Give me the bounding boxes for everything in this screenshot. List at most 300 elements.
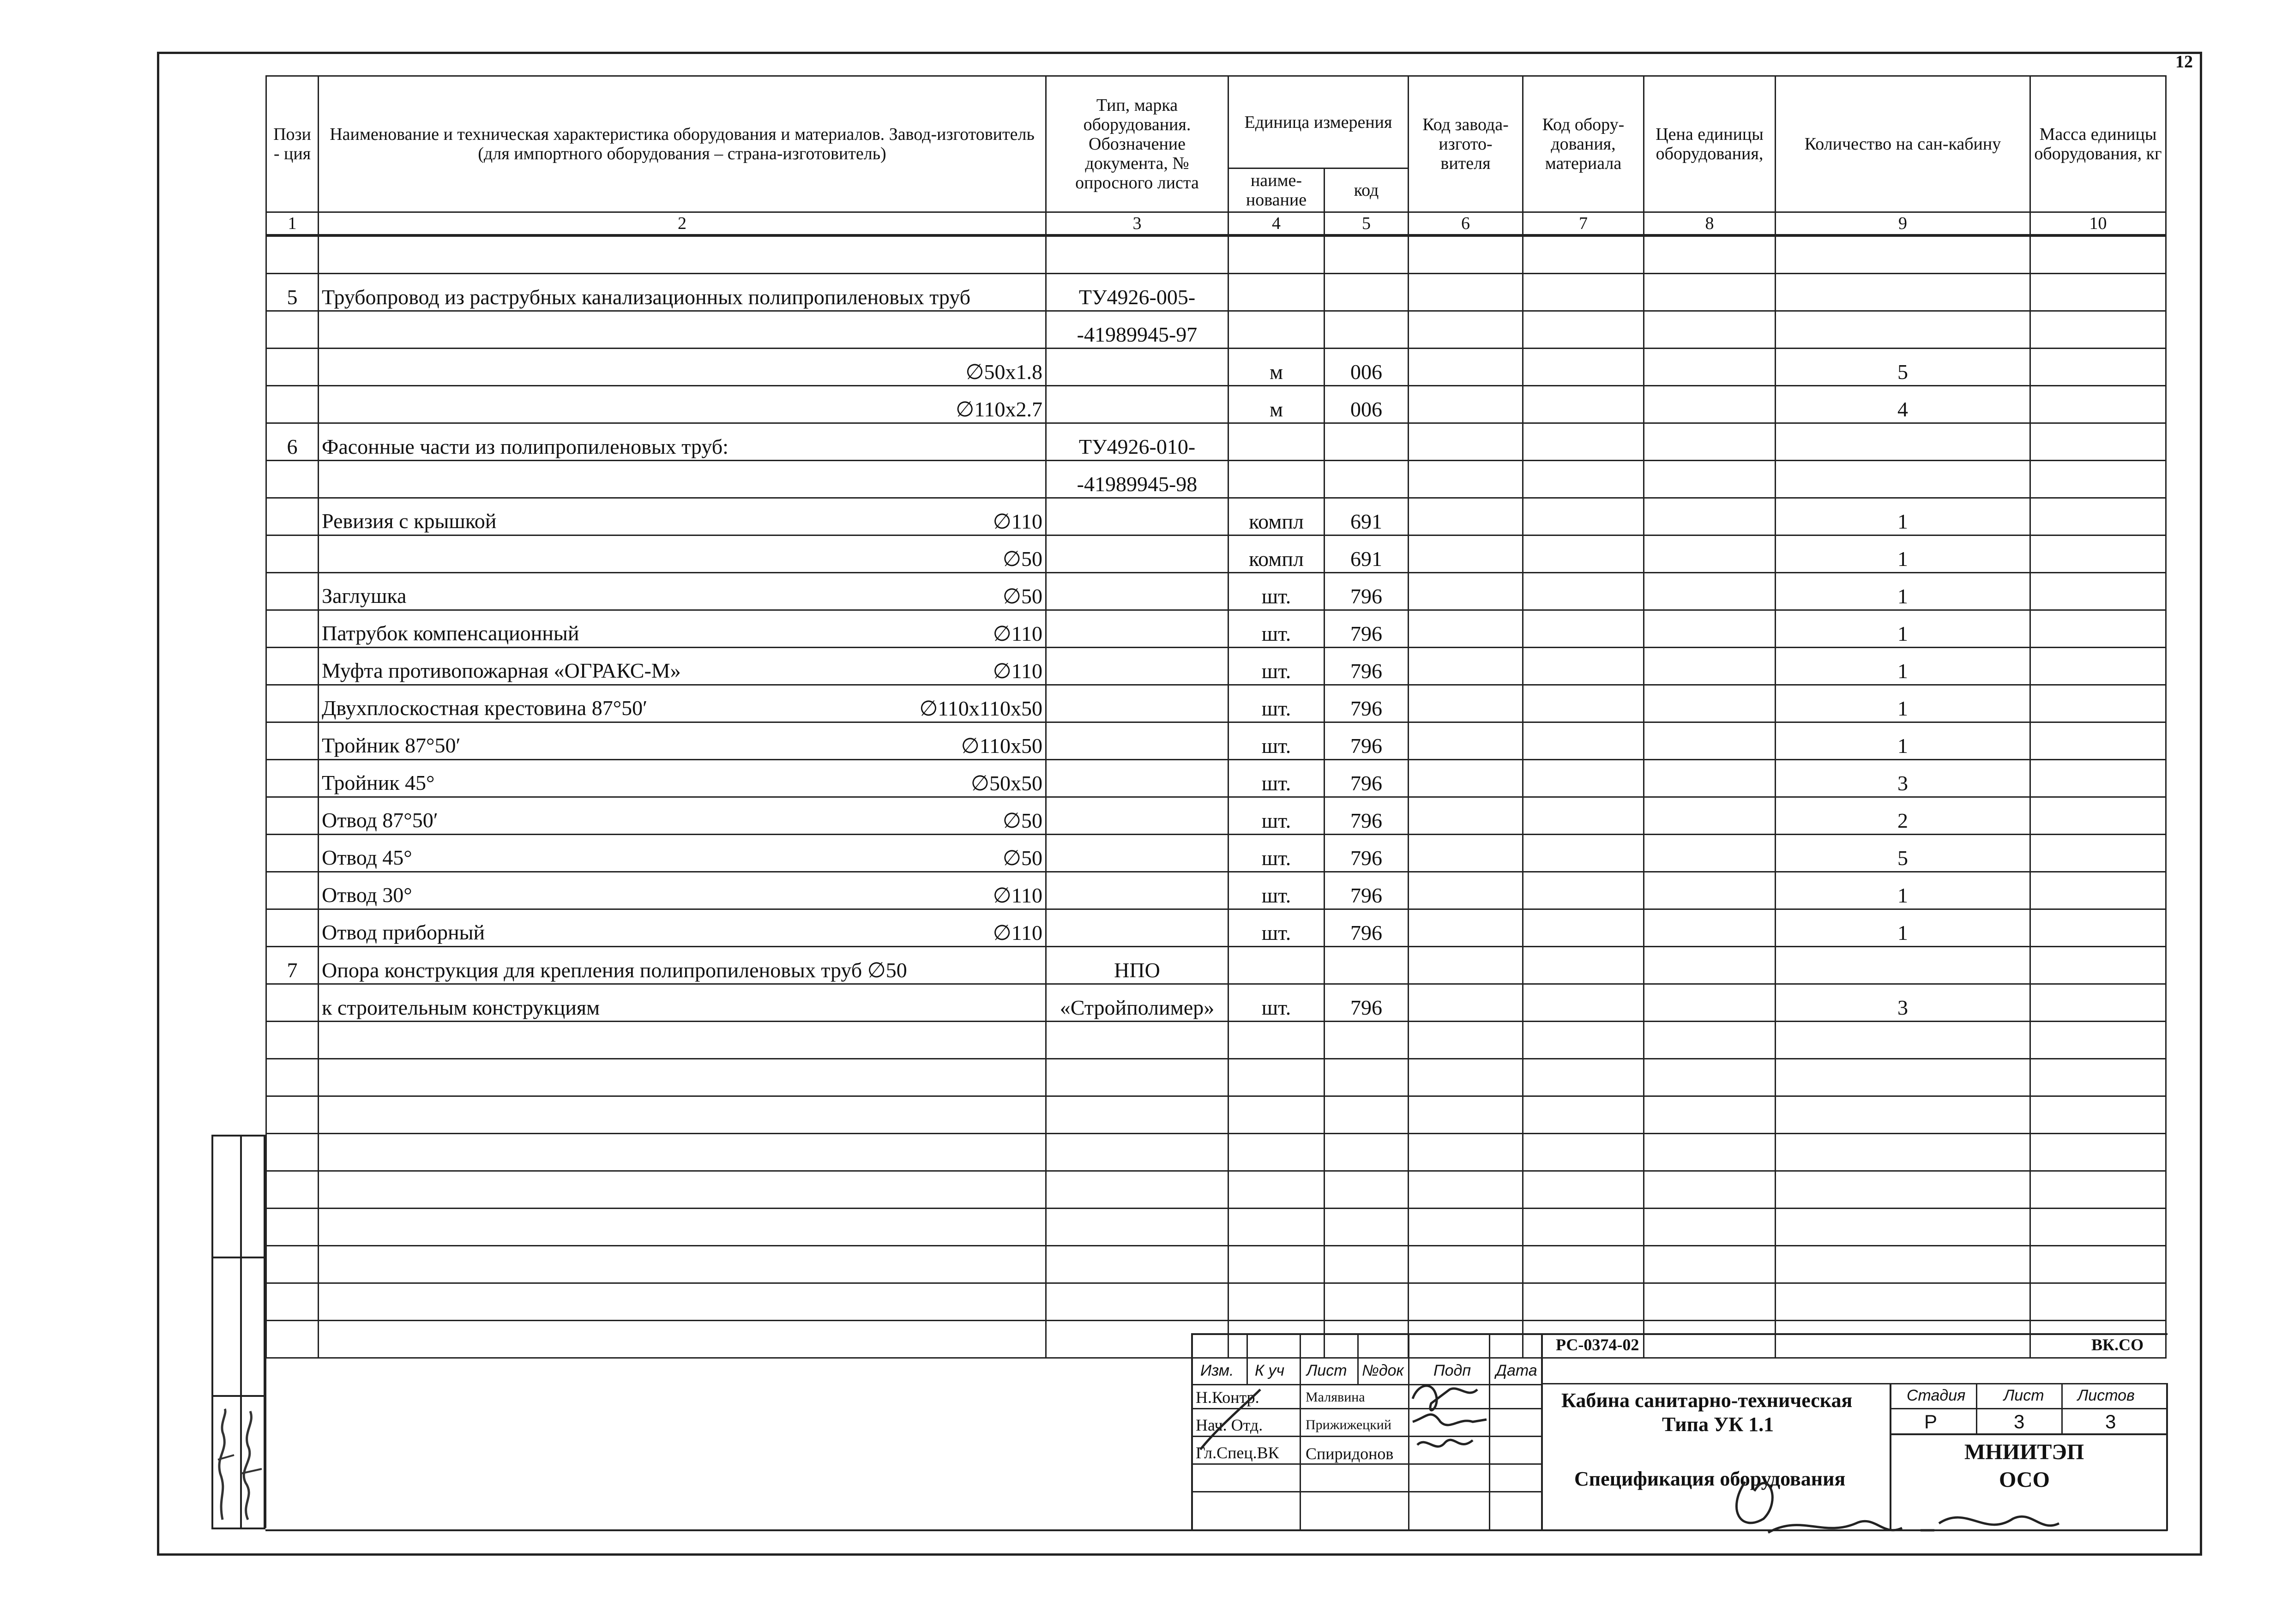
- position-cell: [266, 909, 319, 947]
- price-cell: [1644, 1283, 1776, 1321]
- type-cell: [1046, 1283, 1228, 1321]
- mass-cell: [2030, 722, 2166, 760]
- title-line-3: Спецификация оборудования: [1574, 1468, 1846, 1490]
- factory-code-cell: [1409, 1022, 1523, 1059]
- item-dimension: ∅110: [993, 884, 1042, 907]
- type-cell: [1046, 1096, 1228, 1134]
- unit-code-cell: [1325, 947, 1409, 984]
- table-row: [266, 909, 2166, 947]
- price-cell: [1644, 760, 1776, 797]
- name-cell: [319, 835, 1046, 872]
- factory-code-cell: [1409, 835, 1523, 872]
- column-number: 10: [2030, 212, 2166, 236]
- quantity-cell: [1776, 311, 2030, 349]
- signer-role: Н.Контр.: [1196, 1388, 1259, 1407]
- position-cell: [266, 349, 319, 386]
- header-quantity: Количество на сан-кабину: [1776, 76, 2030, 212]
- equipment-code-cell: [1523, 797, 1644, 835]
- type-cell: [1046, 722, 1228, 760]
- quantity-cell: 1: [1776, 610, 2030, 648]
- table-row: [266, 1171, 2166, 1209]
- organization-name: МНИИТЭП: [1964, 1440, 2084, 1464]
- signatures-handwriting: [1154, 1353, 2170, 1593]
- item-dimension: ∅110: [993, 659, 1042, 683]
- column-number: 5: [1325, 212, 1409, 236]
- header-factory-code: Код завода- изгото- вителя: [1409, 76, 1523, 212]
- name-cell: [319, 1096, 1046, 1134]
- factory-code-cell: [1409, 797, 1523, 835]
- position-cell: 6: [266, 423, 319, 461]
- position-cell: [266, 311, 319, 349]
- position-cell: [266, 1022, 319, 1059]
- quantity-cell: 3: [1776, 984, 2030, 1022]
- sheet-number: 12: [2175, 52, 2193, 72]
- signer-role: Нач. Отд.: [1196, 1416, 1263, 1434]
- unit-code-cell: 796: [1325, 722, 1409, 760]
- equipment-code-cell: [1523, 535, 1644, 573]
- signer-name: Спиридонов: [1306, 1444, 1394, 1463]
- mass-cell: [2030, 610, 2166, 648]
- unit-name-cell: шт.: [1228, 909, 1325, 947]
- unit-name-cell: шт.: [1228, 648, 1325, 685]
- quantity-cell: 1: [1776, 872, 2030, 909]
- position-cell: [266, 610, 319, 648]
- position-cell: [266, 685, 319, 722]
- mass-cell: [2030, 760, 2166, 797]
- factory-code-cell: [1409, 349, 1523, 386]
- quantity-cell: [1776, 1096, 2030, 1134]
- unit-code-cell: 796: [1325, 872, 1409, 909]
- table-row: [266, 1059, 2166, 1096]
- price-cell: [1644, 1209, 1776, 1246]
- mass-cell: [2030, 573, 2166, 610]
- type-cell: [1046, 610, 1228, 648]
- table-row: [266, 835, 2166, 872]
- factory-code-cell: [1409, 648, 1523, 685]
- price-cell: [1644, 797, 1776, 835]
- name-cell: [319, 573, 1046, 610]
- column-numbers-row: [266, 212, 2166, 236]
- mass-cell: [2030, 274, 2166, 311]
- mass-cell: [2030, 349, 2166, 386]
- position-cell: [266, 1059, 319, 1096]
- price-cell: [1644, 1134, 1776, 1171]
- price-cell: [1644, 386, 1776, 423]
- name-cell: [319, 311, 1046, 349]
- quantity-cell: 4: [1776, 386, 2030, 423]
- equipment-code-cell: [1523, 1283, 1644, 1321]
- item-name: Фасонные части из полипропиленовых труб:: [322, 435, 729, 458]
- position-cell: [266, 573, 319, 610]
- mass-cell: [2030, 984, 2166, 1022]
- position-cell: [266, 1209, 319, 1246]
- factory-code-cell: [1409, 461, 1523, 498]
- name-cell: [319, 461, 1046, 498]
- header-price: Цена единицы оборудования,: [1644, 76, 1776, 212]
- unit-code-cell: 006: [1325, 386, 1409, 423]
- item-name: Отвод 30°: [322, 883, 412, 907]
- unit-code-cell: 796: [1325, 648, 1409, 685]
- name-cell: [319, 984, 1046, 1022]
- equipment-code-cell: [1523, 1246, 1644, 1283]
- equipment-code-cell: [1523, 423, 1644, 461]
- unit-code-cell: 796: [1325, 760, 1409, 797]
- unit-name-cell: [1228, 311, 1325, 349]
- label-izm: Изм.: [1200, 1362, 1234, 1379]
- quantity-cell: [1776, 274, 2030, 311]
- mass-cell: [2030, 235, 2166, 274]
- unit-code-cell: [1325, 274, 1409, 311]
- type-cell: [1046, 872, 1228, 909]
- factory-code-cell: [1409, 235, 1523, 274]
- mass-cell: [2030, 909, 2166, 947]
- item-dimension: ∅50: [1002, 547, 1042, 571]
- unit-code-cell: 796: [1325, 835, 1409, 872]
- table-row: [266, 386, 2166, 423]
- unit-name-cell: [1228, 1246, 1325, 1283]
- mass-cell: [2030, 1209, 2166, 1246]
- name-cell: [319, 1059, 1046, 1096]
- mass-cell: [2030, 1059, 2166, 1096]
- price-cell: [1644, 535, 1776, 573]
- factory-code-cell: [1409, 311, 1523, 349]
- factory-code-cell: [1409, 423, 1523, 461]
- column-number: 8: [1644, 212, 1776, 236]
- type-cell: [1046, 760, 1228, 797]
- item-dimension: ∅110: [993, 622, 1042, 645]
- table-row: [266, 573, 2166, 610]
- position-cell: [266, 1321, 319, 1358]
- item-name: Тройник 87°50′: [322, 734, 461, 757]
- equipment-code-cell: [1523, 909, 1644, 947]
- type-cell: [1046, 1059, 1228, 1096]
- factory-code-cell: [1409, 984, 1523, 1022]
- table-row: [266, 1283, 2166, 1321]
- unit-name-cell: [1228, 1022, 1325, 1059]
- name-cell: [319, 386, 1046, 423]
- document-section: ВК.СО: [2091, 1335, 2144, 1354]
- factory-code-cell: [1409, 1209, 1523, 1246]
- factory-code-cell: [1409, 498, 1523, 535]
- mass-cell: [2030, 311, 2166, 349]
- quantity-cell: 5: [1776, 835, 2030, 872]
- item-name: Муфта противопожарная «ОГРАКС-М»: [322, 659, 681, 682]
- mass-cell: [2030, 947, 2166, 984]
- item-dimension: ∅50х50: [970, 771, 1042, 795]
- equipment-code-cell: [1523, 872, 1644, 909]
- unit-code-cell: [1325, 423, 1409, 461]
- column-number: 1: [266, 212, 319, 236]
- type-cell: [1046, 1246, 1228, 1283]
- position-cell: [266, 984, 319, 1022]
- column-number: 3: [1046, 212, 1228, 236]
- equipment-code-cell: [1523, 984, 1644, 1022]
- position-cell: [266, 1096, 319, 1134]
- item-dimension: ∅110х50: [961, 734, 1042, 758]
- position-cell: [266, 797, 319, 835]
- signer-name: Малявина: [1306, 1389, 1365, 1405]
- table-row: [266, 1246, 2166, 1283]
- sheet-value: 3: [2014, 1411, 2025, 1432]
- unit-name-cell: [1228, 423, 1325, 461]
- price-cell: [1644, 498, 1776, 535]
- unit-name-cell: шт.: [1228, 984, 1325, 1022]
- mass-cell: [2030, 835, 2166, 872]
- unit-code-cell: 006: [1325, 349, 1409, 386]
- mass-cell: [2030, 1171, 2166, 1209]
- position-cell: [266, 498, 319, 535]
- type-cell: [1046, 1022, 1228, 1059]
- table-row: [266, 235, 2166, 274]
- equipment-code-cell: [1523, 386, 1644, 423]
- table-row: [266, 274, 2166, 311]
- type-cell: [1046, 1134, 1228, 1171]
- unit-name-cell: [1228, 1171, 1325, 1209]
- type-cell: [1046, 835, 1228, 872]
- signer-role: Гл.Спец.ВК: [1196, 1444, 1279, 1462]
- unit-code-cell: 796: [1325, 909, 1409, 947]
- unit-name-cell: шт.: [1228, 835, 1325, 872]
- quantity-cell: [1776, 1209, 2030, 1246]
- position-cell: [266, 760, 319, 797]
- table-row: [266, 1096, 2166, 1134]
- equipment-code-cell: [1523, 947, 1644, 984]
- mass-cell: [2030, 1246, 2166, 1283]
- item-dimension: ∅50х1.8: [965, 360, 1042, 384]
- unit-name-cell: шт.: [1228, 760, 1325, 797]
- unit-code-cell: [1325, 461, 1409, 498]
- equipment-code-cell: [1523, 461, 1644, 498]
- position-cell: [266, 1283, 319, 1321]
- unit-code-cell: 796: [1325, 685, 1409, 722]
- table-row: [266, 423, 2166, 461]
- sheets-value: 3: [2105, 1411, 2116, 1432]
- table-row: [266, 311, 2166, 349]
- quantity-cell: [1776, 1246, 2030, 1283]
- name-cell: [319, 274, 1046, 311]
- name-cell: [319, 909, 1046, 947]
- table-row: [266, 461, 2166, 498]
- table-row: [266, 648, 2166, 685]
- sheet-label: Лист: [2004, 1387, 2044, 1404]
- item-name: Отвод 45°: [322, 846, 412, 869]
- position-cell: [266, 835, 319, 872]
- table-row: [266, 535, 2166, 573]
- quantity-cell: 1: [1776, 685, 2030, 722]
- item-name: Трубопровод из раструбных канализационных полипропиленовых труб: [322, 285, 971, 309]
- quantity-cell: 1: [1776, 573, 2030, 610]
- factory-code-cell: [1409, 1134, 1523, 1171]
- type-cell: [1046, 498, 1228, 535]
- name-cell: [319, 947, 1046, 984]
- title-line-2: Типа УК 1.1: [1662, 1413, 1774, 1436]
- header-name: Наименование и техническая характеристика оборудования и материалов. Завод-изготовитель (для импортного оборудования – страна-изготовитель): [319, 76, 1046, 212]
- mass-cell: [2030, 535, 2166, 573]
- header-position: Пози - ция: [266, 76, 319, 212]
- unit-name-cell: шт.: [1228, 797, 1325, 835]
- factory-code-cell: [1409, 722, 1523, 760]
- name-cell: [319, 1246, 1046, 1283]
- price-cell: [1644, 461, 1776, 498]
- table-row: [266, 349, 2166, 386]
- price-cell: [1644, 274, 1776, 311]
- item-dimension: ∅110: [993, 921, 1042, 944]
- position-cell: [266, 722, 319, 760]
- position-cell: [266, 235, 319, 274]
- name-cell: [319, 1321, 1046, 1358]
- item-name: Отвод приборный: [322, 920, 485, 944]
- price-cell: [1644, 872, 1776, 909]
- unit-code-cell: [1325, 1246, 1409, 1283]
- unit-name-cell: м: [1228, 349, 1325, 386]
- position-cell: [266, 648, 319, 685]
- mass-cell: [2030, 685, 2166, 722]
- quantity-cell: 3: [1776, 760, 2030, 797]
- equipment-code-cell: [1523, 311, 1644, 349]
- price-cell: [1644, 1059, 1776, 1096]
- equipment-code-cell: [1523, 648, 1644, 685]
- unit-name-cell: шт.: [1228, 685, 1325, 722]
- unit-code-cell: 691: [1325, 498, 1409, 535]
- position-cell: [266, 872, 319, 909]
- header-type: Тип, марка оборудования. Обозначение документа, № опросного листа: [1046, 76, 1228, 212]
- table-row: [266, 947, 2166, 984]
- type-cell: -41989945-97: [1046, 311, 1228, 349]
- position-cell: [266, 1246, 319, 1283]
- specification-table: [265, 75, 2167, 1359]
- price-cell: [1644, 311, 1776, 349]
- mass-cell: [2030, 1096, 2166, 1134]
- equipment-code-cell: [1523, 685, 1644, 722]
- name-cell: [319, 722, 1046, 760]
- table-row: [266, 797, 2166, 835]
- price-cell: [1644, 349, 1776, 386]
- unit-code-cell: 796: [1325, 610, 1409, 648]
- type-cell: [1046, 386, 1228, 423]
- quantity-cell: [1776, 423, 2030, 461]
- name-cell: [319, 1283, 1046, 1321]
- mass-cell: [2030, 461, 2166, 498]
- item-name: к строительным конструкциям: [322, 996, 600, 1019]
- unit-code-cell: 796: [1325, 984, 1409, 1022]
- position-cell: [266, 1134, 319, 1171]
- price-cell: [1644, 722, 1776, 760]
- equipment-code-cell: [1523, 835, 1644, 872]
- unit-name-cell: [1228, 1096, 1325, 1134]
- item-name: Заглушка: [322, 584, 407, 607]
- table-row: [266, 722, 2166, 760]
- column-number: 2: [319, 212, 1046, 236]
- type-cell: «Стройполимер»: [1046, 984, 1228, 1022]
- type-cell: [1046, 909, 1228, 947]
- header-equipment-code: Код обору- дования, материала: [1523, 76, 1644, 212]
- title-line-1: Кабина санитарно-техническая: [1561, 1389, 1853, 1412]
- factory-code-cell: [1409, 610, 1523, 648]
- position-cell: [266, 1171, 319, 1209]
- position-cell: [266, 461, 319, 498]
- type-cell: ТУ4926-010-: [1046, 423, 1228, 461]
- unit-name-cell: компл: [1228, 498, 1325, 535]
- label-podp: Подп: [1433, 1362, 1471, 1379]
- type-cell: [1046, 797, 1228, 835]
- unit-code-cell: [1325, 1059, 1409, 1096]
- mass-cell: [2030, 498, 2166, 535]
- item-name: Тройник 45°: [322, 771, 435, 794]
- table-row: [266, 685, 2166, 722]
- unit-code-cell: [1325, 1283, 1409, 1321]
- price-cell: [1644, 648, 1776, 685]
- price-cell: [1644, 947, 1776, 984]
- factory-code-cell: [1409, 1283, 1523, 1321]
- price-cell: [1644, 1246, 1776, 1283]
- column-number: 7: [1523, 212, 1644, 236]
- price-cell: [1644, 423, 1776, 461]
- equipment-code-cell: [1523, 349, 1644, 386]
- name-cell: [319, 610, 1046, 648]
- unit-code-cell: [1325, 1134, 1409, 1171]
- factory-code-cell: [1409, 1059, 1523, 1096]
- item-dimension: ∅50: [1002, 809, 1042, 832]
- quantity-cell: [1776, 947, 2030, 984]
- factory-code-cell: [1409, 909, 1523, 947]
- name-cell: [319, 349, 1046, 386]
- price-cell: [1644, 235, 1776, 274]
- equipment-code-cell: [1523, 1134, 1644, 1171]
- header-unit: Единица измерения: [1228, 76, 1409, 168]
- price-cell: [1644, 1022, 1776, 1059]
- label-data: Дата: [1496, 1362, 1537, 1379]
- quantity-cell: [1776, 1134, 2030, 1171]
- equipment-code-cell: [1523, 1209, 1644, 1246]
- factory-code-cell: [1409, 1096, 1523, 1134]
- item-dimension: ∅50: [1002, 584, 1042, 608]
- price-cell: [1644, 835, 1776, 872]
- quantity-cell: 1: [1776, 648, 2030, 685]
- item-name: Опора конструкция для крепления полипропиленовых труб ∅50: [322, 958, 907, 982]
- equipment-code-cell: [1523, 235, 1644, 274]
- name-cell: [319, 1171, 1046, 1209]
- name-cell: [319, 423, 1046, 461]
- type-cell: [1046, 648, 1228, 685]
- price-cell: [1644, 685, 1776, 722]
- type-cell: -41989945-98: [1046, 461, 1228, 498]
- mass-cell: [2030, 423, 2166, 461]
- unit-code-cell: [1325, 1022, 1409, 1059]
- table-row: [266, 610, 2166, 648]
- unit-name-cell: [1228, 1209, 1325, 1246]
- unit-code-cell: 691: [1325, 535, 1409, 573]
- unit-code-cell: [1325, 1096, 1409, 1134]
- column-number: 4: [1228, 212, 1325, 236]
- equipment-code-cell: [1523, 1171, 1644, 1209]
- unit-code-cell: 796: [1325, 797, 1409, 835]
- mass-cell: [2030, 386, 2166, 423]
- factory-code-cell: [1409, 573, 1523, 610]
- unit-name-cell: [1228, 461, 1325, 498]
- unit-name-cell: шт.: [1228, 722, 1325, 760]
- unit-name-cell: шт.: [1228, 573, 1325, 610]
- unit-code-cell: [1325, 235, 1409, 274]
- position-cell: [266, 386, 319, 423]
- unit-name-cell: м: [1228, 386, 1325, 423]
- column-number: 6: [1409, 212, 1523, 236]
- mass-cell: [2030, 872, 2166, 909]
- item-name: Ревизия с крышкой: [322, 509, 497, 533]
- equipment-code-cell: [1523, 498, 1644, 535]
- organization-unit: ОСО: [1999, 1468, 2050, 1492]
- unit-name-cell: [1228, 1059, 1325, 1096]
- unit-name-cell: компл: [1228, 535, 1325, 573]
